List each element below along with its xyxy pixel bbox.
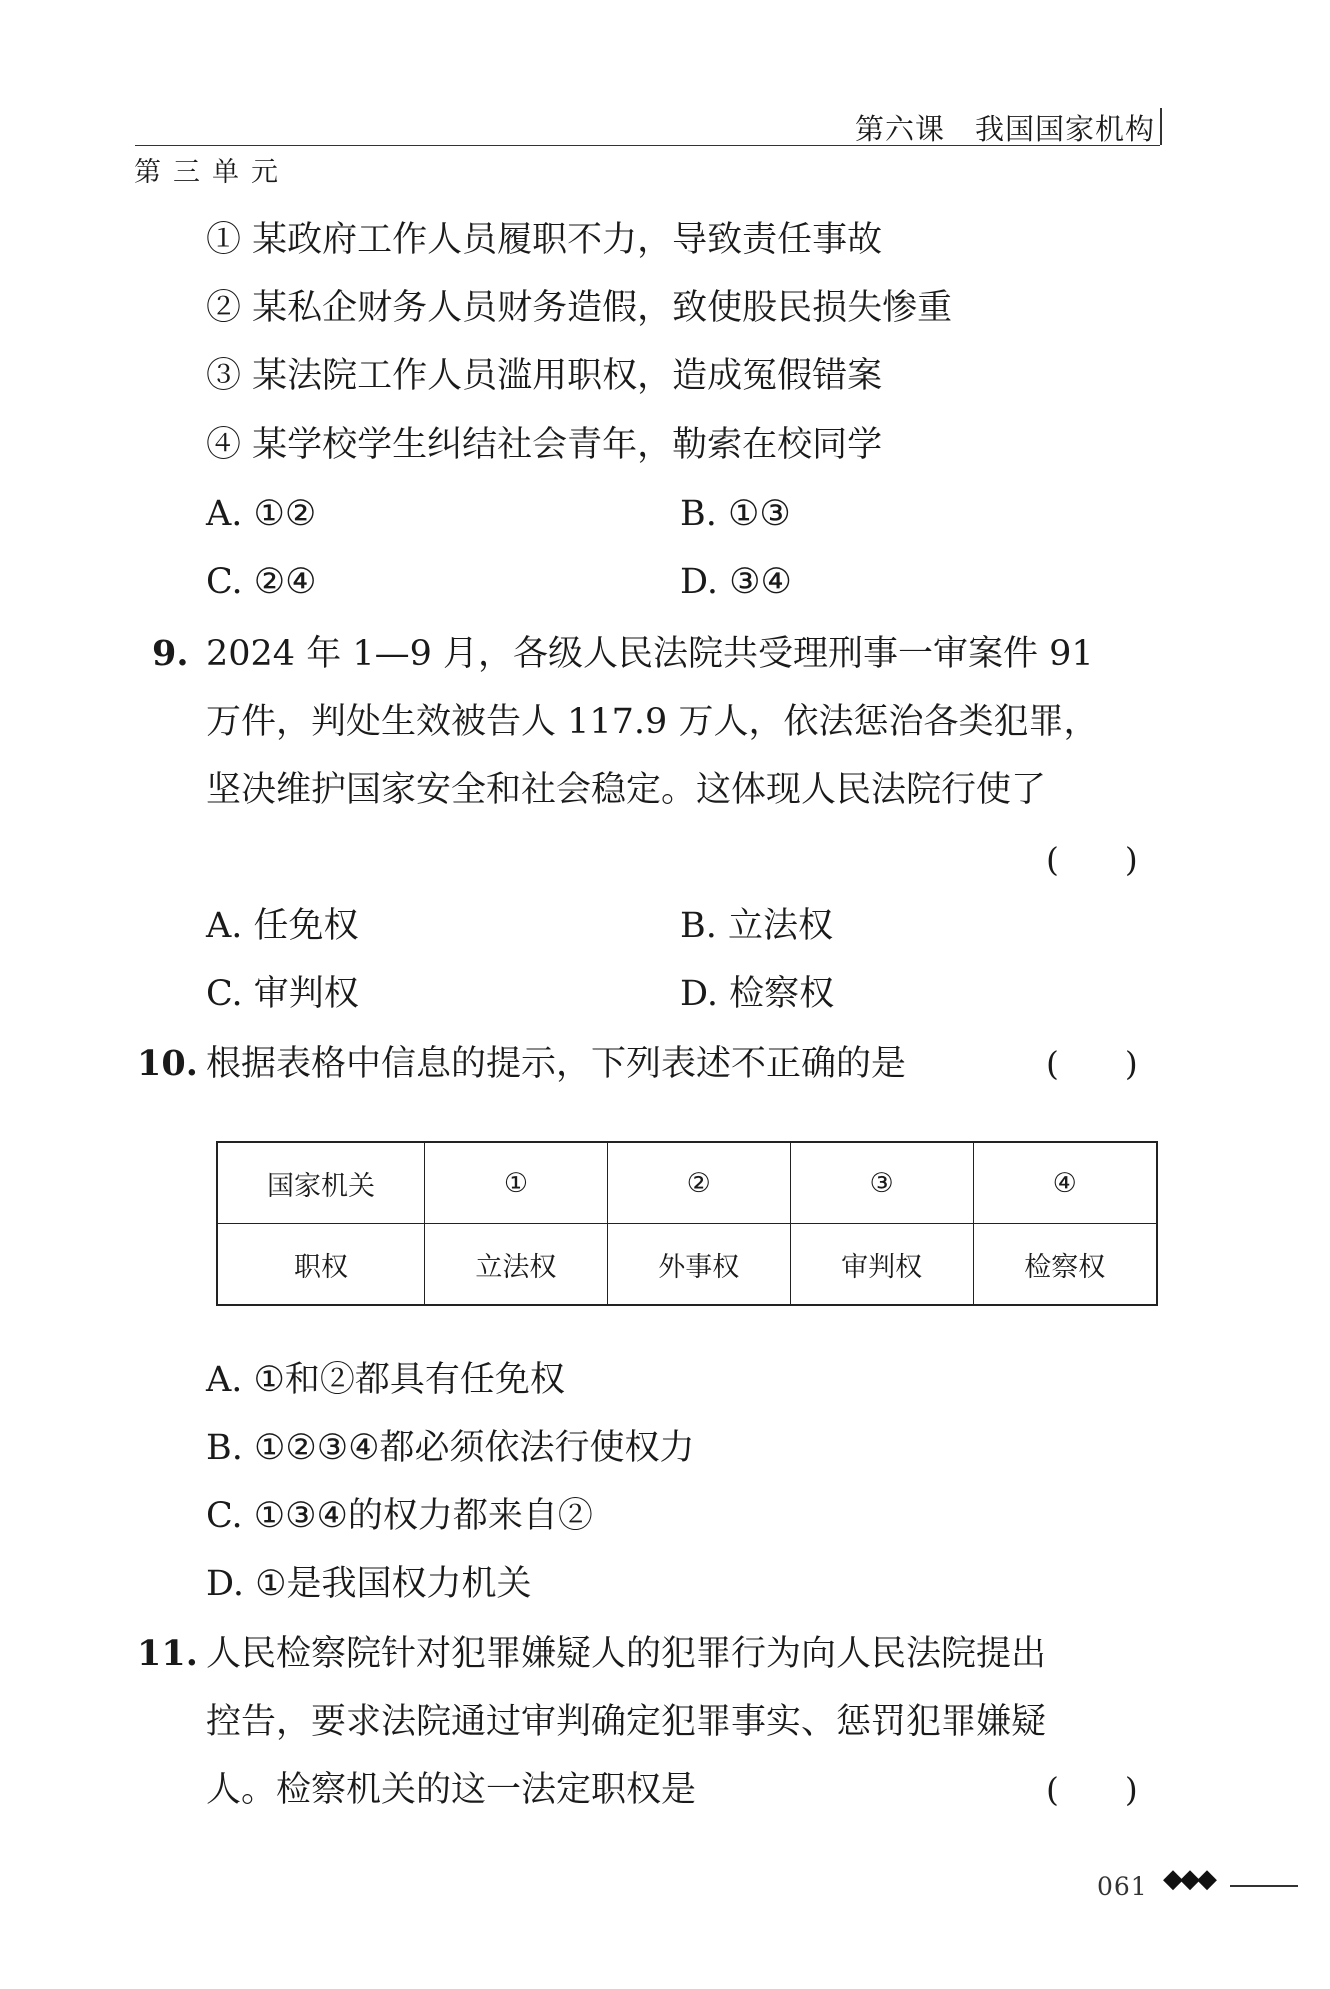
q9-option-a[interactable]: A. 任免权 <box>206 906 359 946</box>
table-header-cell: 职权 <box>217 1224 425 1306</box>
q9-line-1: 2024 年 1—9 月，各级人民法院共受理刑事一审案件 91 <box>206 634 1094 674</box>
q10-number: 10. <box>137 1043 198 1084</box>
lesson-title: 第六课 我国国家机构 <box>855 112 1156 146</box>
q10-option-c[interactable]: C. ①③④的权力都来自② <box>206 1496 593 1536</box>
q8-option-c[interactable]: C. ②④ <box>206 562 317 602</box>
q10-answer-blank[interactable]: ( ) <box>1046 1044 1138 1083</box>
header-rule <box>135 145 1160 146</box>
q10-option-a[interactable]: A. ①和②都具有任免权 <box>206 1360 565 1400</box>
page-number: 061 <box>1097 1872 1148 1901</box>
q9-option-d[interactable]: D. 检察权 <box>680 974 835 1014</box>
q8-item-2: ② 某私企财务人员财务造假，致使股民损失惨重 <box>206 288 953 328</box>
q8-item-3: ③ 某法院工作人员滥用职权，造成冤假错案 <box>206 356 883 396</box>
table-cell: ② <box>607 1142 790 1224</box>
q11-line-1: 人民检察院针对犯罪嫌疑人的犯罪行为向人民法院提出 <box>206 1634 1047 1674</box>
q10-option-b[interactable]: B. ①②③④都必须依法行使权力 <box>206 1428 695 1468</box>
table-cell: ④ <box>973 1142 1157 1224</box>
q9-line-3: 坚决维护国家安全和社会稳定。这体现人民法院行使了 <box>206 770 1047 810</box>
q8-option-a[interactable]: A. ①② <box>206 494 317 534</box>
header-vertical-bar <box>1160 108 1162 145</box>
table-cell: 审判权 <box>790 1224 973 1306</box>
q11-answer-blank[interactable]: ( ) <box>1046 1770 1138 1809</box>
q11-line-3: 人。检察机关的这一法定职权是 <box>206 1770 697 1810</box>
q8-option-b[interactable]: B. ①③ <box>680 494 791 534</box>
q10-info-table <box>216 1141 1158 1306</box>
unit-label: 第三单元 <box>134 157 290 188</box>
q11-line-2: 控告，要求法院通过审判确定犯罪事实、惩罚犯罪嫌疑 <box>206 1702 1047 1742</box>
table-cell: 外事权 <box>607 1224 790 1306</box>
q9-option-c[interactable]: C. 审判权 <box>206 974 359 1014</box>
diamond-ornament-icon: ◆◆◆ <box>1163 1864 1214 1894</box>
table-cell: 检察权 <box>973 1224 1157 1306</box>
q9-number: 9. <box>152 633 189 674</box>
table-row <box>217 1142 1157 1224</box>
table-cell: ③ <box>790 1142 973 1224</box>
table-header-cell: 国家机关 <box>217 1142 425 1224</box>
q10-stem: 根据表格中信息的提示，下列表述不正确的是 <box>206 1044 907 1084</box>
q8-option-d[interactable]: D. ③④ <box>680 562 792 602</box>
q8-item-4: ④ 某学校学生纠结社会青年，勒索在校同学 <box>206 425 883 465</box>
table-cell: 立法权 <box>425 1224 608 1306</box>
q10-option-d[interactable]: D. ①是我国权力机关 <box>206 1564 532 1604</box>
q9-line-2: 万件，判处生效被告人 117.9 万人，依法惩治各类犯罪， <box>206 702 1099 742</box>
q11-number: 11. <box>137 1633 198 1674</box>
footer-rule <box>1230 1885 1298 1887</box>
q8-item-1: ① 某政府工作人员履职不力，导致责任事故 <box>206 220 883 260</box>
table-cell: ① <box>425 1142 608 1224</box>
q9-option-b[interactable]: B. 立法权 <box>680 906 833 946</box>
table-row <box>217 1224 1157 1306</box>
q9-answer-blank[interactable]: ( ) <box>1046 840 1138 879</box>
